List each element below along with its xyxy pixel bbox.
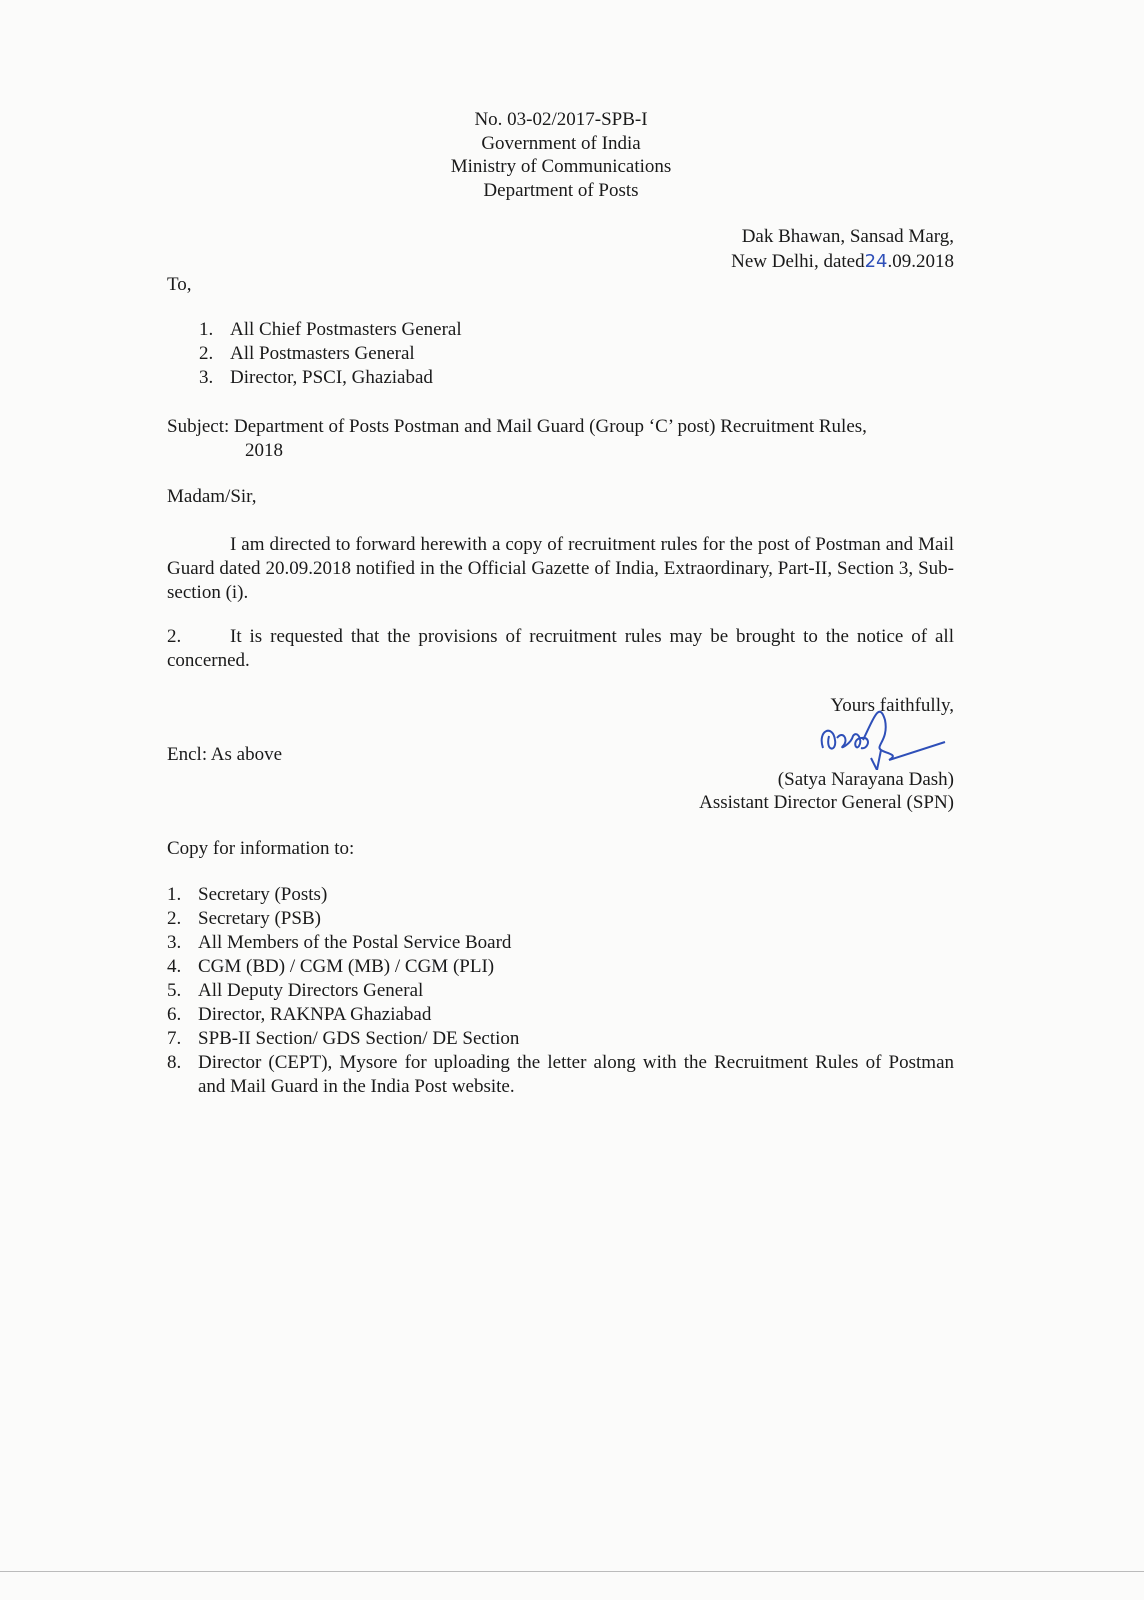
signatory-designation: Assistant Director General (SPN) (699, 792, 954, 813)
header-line-department: Department of Posts (483, 180, 639, 201)
closing: Yours faithfully, (830, 695, 954, 716)
date-prefix: New Delhi, dated (731, 251, 865, 272)
subject-line: Subject: Department of Posts Postman and Mail Guard (Group ‘C’ post) Recruitment Rules, (167, 416, 867, 437)
copy-list-item: 3. All Members of the Postal Service Board (167, 932, 512, 953)
header-line-government: Government of India (481, 133, 641, 154)
copy-list-item: 1. Secretary (Posts) (167, 884, 328, 905)
copy-list-item: 8. Director (CEPT), Mysore for uploading the letter along with the Recruitment Rules of Postman and Mail Guard in the India Post website. (167, 1052, 954, 1097)
signatory-name: (Satya Narayana Dash) (777, 769, 954, 790)
paragraph-2: 2. It is requested that the provisions of recruitment rules may be brought to the notice of all concerned. (167, 626, 954, 671)
salutation: Madam/Sir, (167, 486, 257, 507)
date-suffix: .09.2018 (887, 251, 954, 272)
copy-list-item: 5. All Deputy Directors General (167, 980, 424, 1001)
enclosure-note: Encl: As above (167, 744, 283, 765)
to-label: To, (167, 274, 192, 295)
paragraph-1: I am directed to forward herewith a copy of recruitment rules for the post of Postman and Mail Guard dated 20.09.2018 notified in the Official Gazette of India, Extraordinary, Part-II, Section 3, Sub-section (i). (167, 534, 954, 603)
signature-image (815, 700, 950, 770)
copy-list-item: 7. SPB-II Section/ GDS Section/ DE Section (167, 1028, 520, 1049)
subject-year: 2018 (245, 440, 283, 461)
handwritten-day: 24 (864, 251, 888, 272)
address-line-2 (731, 250, 954, 274)
address-line-1: Dak Bhawan, Sansad Marg, (741, 226, 954, 247)
copy-list-item: 4. CGM (BD) / CGM (MB) / CGM (PLI) (167, 956, 495, 977)
recipient-item: 1. All Chief Postmasters General (199, 319, 462, 340)
copy-list-item: 2. Secretary (PSB) (167, 908, 321, 929)
header-line-ministry: Ministry of Communications (450, 156, 672, 177)
page-edge-divider (0, 1571, 1144, 1572)
recipient-item: 3. Director, PSCI, Ghaziabad (199, 367, 433, 388)
copy-label: Copy for information to: (167, 838, 355, 859)
recipient-item: 2. All Postmasters General (199, 343, 415, 364)
copy-list-item: 6. Director, RAKNPA Ghaziabad (167, 1004, 432, 1025)
reference-number: No. 03-02/2017-SPB-I (474, 109, 648, 130)
